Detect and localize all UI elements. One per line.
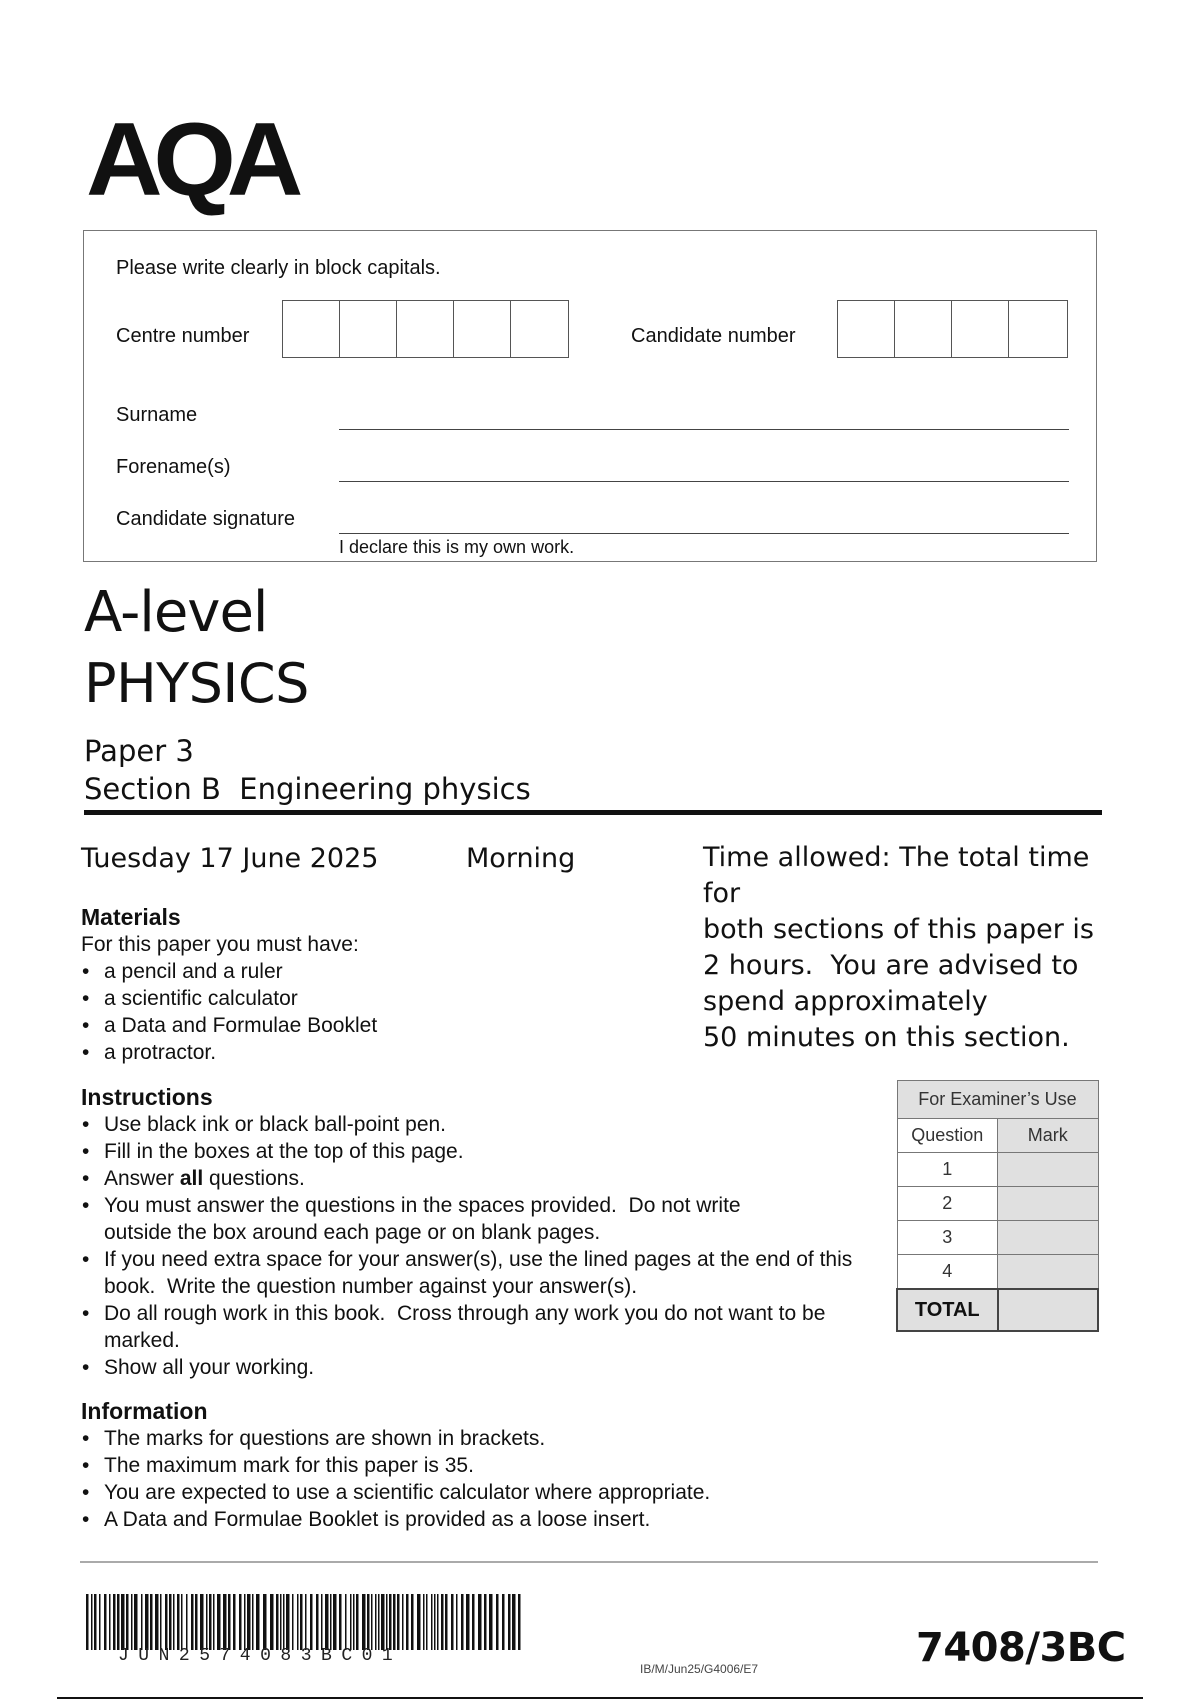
instruction-text: Answer bbox=[104, 1167, 180, 1190]
paper-code: 7408/3BC bbox=[916, 1625, 1126, 1671]
exam-date: Tuesday 17 June 2025 bbox=[81, 843, 379, 874]
barcode-bar bbox=[209, 1594, 212, 1650]
barcode-bar bbox=[441, 1594, 444, 1650]
barcode-bar bbox=[91, 1594, 93, 1650]
barcode-bar bbox=[283, 1594, 285, 1650]
barcode-bar bbox=[99, 1594, 101, 1650]
barcode-bar bbox=[252, 1594, 254, 1650]
forename-label: Forename(s) bbox=[116, 456, 231, 478]
barcode-bar bbox=[191, 1594, 194, 1650]
instruction-item: • Fill in the boxes at the top of this page. bbox=[81, 1138, 871, 1165]
barcode-bar bbox=[145, 1594, 149, 1650]
barcode-bar bbox=[502, 1594, 505, 1650]
barcode-bar bbox=[508, 1594, 511, 1650]
time-allowed-line: Time allowed: The total time for bbox=[703, 842, 1090, 909]
barcode-bar bbox=[86, 1594, 89, 1650]
mark-cell bbox=[998, 1221, 1099, 1255]
total-mark-cell bbox=[998, 1289, 1099, 1331]
information-item: • You are expected to use a scientific calculator where appropriate. bbox=[81, 1479, 871, 1506]
barcode-bar bbox=[375, 1594, 377, 1650]
question-number: 2 bbox=[897, 1187, 998, 1221]
candidate-details-box bbox=[83, 230, 1097, 562]
barcode-bar bbox=[512, 1594, 516, 1650]
instruction-item bbox=[81, 1165, 871, 1192]
barcode-bar bbox=[217, 1594, 221, 1650]
barcode-bar bbox=[150, 1594, 153, 1650]
barcode-bar bbox=[426, 1594, 428, 1650]
barcode-bar bbox=[141, 1594, 143, 1650]
document-reference: IB/M/Jun25/G4006/E7 bbox=[640, 1662, 759, 1676]
centre-digit-box[interactable] bbox=[454, 301, 511, 357]
barcode-bar bbox=[472, 1594, 475, 1650]
barcode-bar bbox=[173, 1594, 175, 1650]
barcode-bar bbox=[423, 1594, 425, 1650]
barcode-bar bbox=[417, 1594, 421, 1650]
barcode-bar bbox=[397, 1594, 400, 1650]
instruction-emphasis: all bbox=[179, 1167, 204, 1190]
barcode-bar bbox=[386, 1594, 388, 1650]
barcode-bar bbox=[155, 1594, 159, 1650]
barcode-bar bbox=[434, 1594, 436, 1650]
barcode-bar bbox=[445, 1594, 448, 1650]
barcode-bar bbox=[117, 1594, 120, 1650]
barcode-bar bbox=[121, 1594, 125, 1650]
signature-line[interactable] bbox=[339, 533, 1069, 534]
barcode-bar bbox=[362, 1594, 366, 1650]
barcode-bar bbox=[256, 1594, 260, 1650]
barcode-bar bbox=[466, 1594, 470, 1650]
information-section bbox=[81, 1398, 871, 1533]
bottom-rule bbox=[57, 1697, 1143, 1699]
barcode-bar bbox=[177, 1594, 180, 1650]
instruction-text: questions. bbox=[203, 1167, 305, 1190]
section-title: Section B Engineering physics bbox=[84, 772, 531, 806]
barcode-bar bbox=[496, 1594, 499, 1650]
barcode-bar bbox=[478, 1594, 482, 1650]
information-heading: Information bbox=[81, 1398, 208, 1424]
instructions-section bbox=[81, 1084, 871, 1381]
barcode-bar bbox=[200, 1594, 204, 1650]
candidate-number-boxes[interactable] bbox=[837, 300, 1068, 358]
signature-label: Candidate signature bbox=[116, 508, 296, 530]
barcode-bar bbox=[165, 1594, 168, 1650]
barcode-bar bbox=[280, 1594, 282, 1650]
barcode-bar bbox=[310, 1594, 313, 1650]
barcode-bar bbox=[244, 1594, 246, 1650]
barcode-bar bbox=[169, 1594, 172, 1650]
barcode-bar bbox=[160, 1594, 162, 1650]
barcode-bar bbox=[389, 1594, 392, 1650]
barcode-image bbox=[86, 1594, 526, 1650]
barcode-bar bbox=[270, 1594, 274, 1650]
question-column-header: Question bbox=[897, 1119, 998, 1153]
materials-item: • a scientific calculator bbox=[81, 985, 781, 1012]
instructions-heading: Instructions bbox=[81, 1084, 213, 1110]
barcode-bar bbox=[367, 1594, 370, 1650]
barcode-bar bbox=[239, 1594, 242, 1650]
mark-cell bbox=[998, 1153, 1099, 1187]
qualification-level: A-level bbox=[84, 580, 268, 645]
barcode-bar bbox=[181, 1594, 183, 1650]
barcode-bar bbox=[321, 1594, 323, 1650]
barcode-bar bbox=[356, 1594, 359, 1650]
time-allowed-line: 2 hours. You are advised to bbox=[703, 950, 1079, 981]
title-divider bbox=[84, 810, 1102, 815]
question-number: 4 bbox=[897, 1255, 998, 1290]
question-number: 1 bbox=[897, 1153, 998, 1187]
question-number: 3 bbox=[897, 1221, 998, 1255]
block-capitals-instruction: Please write clearly in block capitals. bbox=[116, 257, 441, 279]
barcode-bar bbox=[489, 1594, 493, 1650]
mark-column-header: Mark bbox=[998, 1119, 1099, 1153]
candidate-digit-box[interactable] bbox=[1009, 301, 1066, 357]
barcode-bar bbox=[305, 1594, 307, 1650]
declaration-text: I declare this is my own work. bbox=[339, 537, 575, 557]
barcode-bar bbox=[330, 1594, 332, 1650]
barcode-bar bbox=[350, 1594, 352, 1650]
examiners-use-heading: For Examiner’s Use bbox=[897, 1081, 1098, 1119]
mark-cell bbox=[998, 1255, 1099, 1290]
barcode-bar bbox=[263, 1594, 267, 1650]
barcode-bar bbox=[104, 1594, 107, 1650]
barcode-bar bbox=[333, 1594, 337, 1650]
barcode-bar bbox=[213, 1594, 215, 1650]
instruction-item: • Show all your working. bbox=[81, 1354, 871, 1381]
barcode-bar bbox=[195, 1594, 198, 1650]
candidate-digit-box[interactable] bbox=[952, 301, 1009, 357]
materials-heading: Materials bbox=[81, 904, 181, 930]
materials-section bbox=[81, 904, 781, 1066]
barcode-bar bbox=[456, 1594, 458, 1650]
barcode-bar bbox=[247, 1594, 251, 1650]
materials-item: • a protractor. bbox=[81, 1039, 781, 1066]
barcode-bar bbox=[451, 1594, 454, 1650]
barcode-bar bbox=[411, 1594, 414, 1650]
footer-divider bbox=[80, 1561, 1098, 1563]
barcode-bar bbox=[461, 1594, 464, 1650]
mark-cell bbox=[998, 1187, 1099, 1221]
barcode-bar bbox=[228, 1594, 231, 1650]
instruction-item: • If you need extra space for your answer(s), use the lined pages at the end of this book. Write the question number against your answer(s). bbox=[81, 1246, 879, 1300]
barcode-bar bbox=[206, 1594, 208, 1650]
barcode-bar bbox=[297, 1594, 299, 1650]
barcode-bar bbox=[186, 1594, 188, 1650]
forename-line[interactable] bbox=[339, 481, 1069, 482]
materials-item: • a Data and Formulae Booklet bbox=[81, 1012, 781, 1039]
barcode-bar bbox=[325, 1594, 329, 1650]
barcode-bar bbox=[371, 1594, 373, 1650]
barcode-bar bbox=[113, 1594, 116, 1650]
barcode-bar bbox=[518, 1594, 521, 1650]
barcode-bar bbox=[109, 1594, 111, 1650]
instruction-item: • Use black ink or black ball-point pen. bbox=[81, 1111, 871, 1138]
barcode-bar bbox=[223, 1594, 227, 1650]
barcode-number: JUN2574083BC01 bbox=[118, 1646, 403, 1666]
barcode-bar bbox=[393, 1594, 396, 1650]
barcode-bar bbox=[286, 1594, 290, 1650]
barcode-bar bbox=[345, 1594, 347, 1650]
centre-digit-box[interactable] bbox=[283, 301, 340, 357]
information-item: • The maximum mark for this paper is 35. bbox=[81, 1452, 871, 1479]
candidate-digit-box[interactable] bbox=[895, 301, 952, 357]
barcode-bar bbox=[134, 1594, 138, 1650]
barcode-bar bbox=[353, 1594, 355, 1650]
barcode-bar bbox=[233, 1594, 236, 1650]
examiners-use-table bbox=[896, 1080, 1099, 1332]
barcode-bar bbox=[131, 1594, 133, 1650]
time-allowed-line: 50 minutes on this section. bbox=[703, 1022, 1070, 1053]
barcode-bar bbox=[431, 1594, 433, 1650]
barcode-bar bbox=[406, 1594, 409, 1650]
barcode-bar bbox=[437, 1594, 439, 1650]
barcode-bar bbox=[300, 1594, 303, 1650]
instruction-item: • Do all rough work in this book. Cross through any work you do not want to be marked. bbox=[81, 1300, 834, 1354]
total-label: TOTAL bbox=[897, 1289, 998, 1331]
barcode-bar bbox=[378, 1594, 380, 1650]
instruction-item: • You must answer the questions in the spaces provided. Do not write outside the box around each page or on blank pages. bbox=[81, 1192, 804, 1246]
time-allowed-line: spend approximately bbox=[703, 986, 988, 1017]
surname-label: Surname bbox=[116, 404, 198, 426]
barcode-bar bbox=[292, 1594, 294, 1650]
materials-item: • a pencil and a ruler bbox=[81, 958, 781, 985]
time-allowed-line: both sections of this paper is bbox=[703, 914, 1094, 945]
surname-line[interactable] bbox=[339, 429, 1069, 430]
candidate-number-label: Candidate number bbox=[631, 325, 796, 347]
barcode-bar bbox=[402, 1594, 404, 1650]
barcode-bar bbox=[276, 1594, 279, 1650]
subject-title: PHYSICS bbox=[84, 652, 309, 715]
barcode-bar bbox=[339, 1594, 342, 1650]
barcode-bar bbox=[381, 1594, 385, 1650]
exam-session: Morning bbox=[466, 843, 576, 874]
centre-digit-box[interactable] bbox=[340, 301, 397, 357]
barcode-bar bbox=[484, 1594, 487, 1650]
centre-digit-box[interactable] bbox=[397, 301, 454, 357]
materials-intro: For this paper you must have: bbox=[81, 933, 359, 956]
information-item: • The marks for questions are shown in brackets. bbox=[81, 1425, 871, 1452]
candidate-digit-box[interactable] bbox=[838, 301, 895, 357]
barcode-bar bbox=[316, 1594, 319, 1650]
centre-number-label: Centre number bbox=[116, 325, 250, 347]
centre-digit-box[interactable] bbox=[511, 301, 568, 357]
paper-number: Paper 3 bbox=[84, 734, 194, 768]
aqa-logo: AQA bbox=[86, 102, 295, 218]
barcode-bar bbox=[126, 1594, 129, 1650]
barcode-bar bbox=[94, 1594, 97, 1650]
information-item: • A Data and Formulae Booklet is provided as a loose insert. bbox=[81, 1506, 871, 1533]
centre-number-boxes[interactable] bbox=[282, 300, 569, 358]
